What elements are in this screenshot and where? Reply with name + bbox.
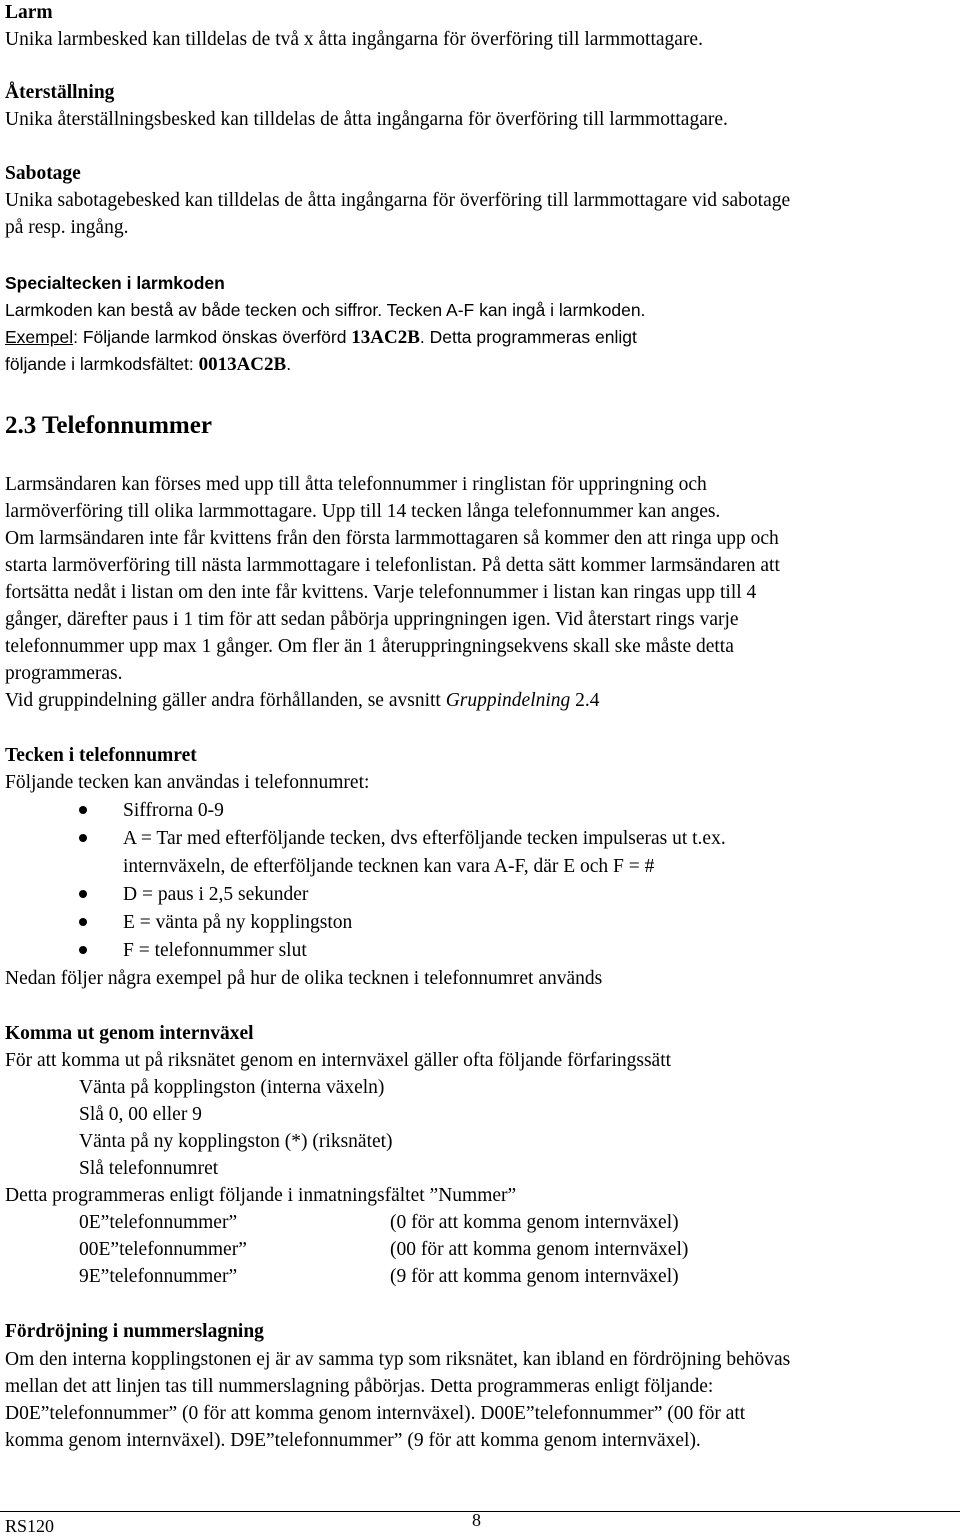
fordrojning-line-1: Om den interna kopplingstonen ej är av samma typ som riksnätet, kan ibland en fördröjning behövas <box>5 1349 791 1370</box>
komma-example-code-1: 0E”telefonnummer” <box>79 1212 238 1233</box>
last-pre: Vid gruppindelning gäller andra förhållanden, se avsnitt <box>5 690 446 711</box>
komma-example-note-1: (0 för att komma genom internväxel) <box>390 1212 679 1233</box>
section-heading-larm: Larm <box>5 2 53 23</box>
line3-code: 0013AC2B <box>198 354 287 375</box>
line3-tail: . <box>286 354 292 374</box>
komma-example-note-3: (9 för att komma genom internväxel) <box>390 1266 679 1287</box>
special-text-line1: Larmkoden kan bestå av både tecken och siffror. Tecken A-F kan ingå i larmkoden. <box>5 300 646 320</box>
special-text-line3 <box>5 353 291 376</box>
telefon-line-1: Larmsändaren kan förses med upp till åtta telefonnummer i ringlistan för uppringning och <box>5 474 707 495</box>
bullet-icon <box>79 946 87 954</box>
section-heading-sabotage: Sabotage <box>5 163 81 184</box>
section-heading-fordrojning: Fördröjning i nummerslagning <box>5 1321 264 1342</box>
telefon-last-line <box>5 690 600 712</box>
special-example-line <box>5 326 637 349</box>
bullet-icon <box>79 834 87 842</box>
larm-text: Unika larmbesked kan tilldelas de två x åtta ingångarna för överföring till larmmottagare. <box>5 29 703 50</box>
komma-step-1: Vänta på kopplingston (interna växeln) <box>79 1077 385 1098</box>
sabotage-text-line1: Unika sabotagebesked kan tilldelas de åtta ingångarna för överföring till larmmottagare vid sabotage <box>5 190 791 211</box>
page-number: 8 <box>472 1510 481 1530</box>
telefon-line-5: fortsätta nedåt i listan om den inte får kvittens. Varje telefonnummer i listan kan ringas upp till 4 <box>5 582 757 603</box>
sabotage-text-line2: på resp. ingång. <box>5 217 129 238</box>
gruppindelning-reference: Gruppindelning <box>445 690 571 711</box>
telefon-line-6: gånger, därefter paus i 1 tim för att sedan påbörja uppringningen igen. Vid återstart rings varje <box>5 609 739 630</box>
bullet-icon <box>79 890 87 898</box>
bullet-item-f: F = telefonnummer slut <box>123 940 307 961</box>
komma-program-line: Detta programmeras enligt följande i inmatningsfältet ”Nummer” <box>5 1185 517 1206</box>
komma-example-code-3: 9E”telefonnummer” <box>79 1266 238 1287</box>
line3-pre: följande i larmkodsfältet: <box>5 354 199 374</box>
telefon-line-7: telefonnummer upp max 1 gånger. Om fler än 1 återuppringningsekvens skall ske måste detta <box>5 636 734 657</box>
example-tail: . Detta programmeras enligt <box>419 327 637 347</box>
telefon-line-3: Om larmsändaren inte får kvittens från den första larmmottagaren så kommer den att ringa upp och <box>5 528 779 549</box>
example-rest: : Följande larmkod önskas överförd <box>73 327 352 347</box>
example-code: 13AC2B <box>351 327 420 348</box>
komma-step-3: Vänta på ny kopplingston (*) (riksnätet) <box>79 1131 393 1152</box>
bullet-item-d: D = paus i 2,5 sekunder <box>123 884 309 905</box>
section-heading-tecken: Tecken i telefonnumret <box>5 745 197 766</box>
fordrojning-line-3: D0E”telefonnummer” (0 för att komma genom internväxel). D00E”telefonnummer” (00 för att <box>5 1403 746 1424</box>
bullet-item-a: A = Tar med efterföljande tecken, dvs efterföljande tecken impulseras ut t.ex. <box>123 828 726 849</box>
bullet-item-a-continuation: internväxeln, de efterföljande tecknen kan vara A-F, där E och F = # <box>123 856 655 877</box>
fordrojning-line-2: mellan det att linjen tas till nummerslagning påbörjas. Detta programmeras enligt följande: <box>5 1376 714 1397</box>
komma-example-note-2: (00 för att komma genom internväxel) <box>390 1239 689 1260</box>
bullet-item-siffror: Siffrorna 0-9 <box>123 800 224 821</box>
tecken-intro: Följande tecken kan användas i telefonnumret: <box>5 772 370 793</box>
section-heading-komma-ut: Komma ut genom internväxel <box>5 1023 254 1044</box>
footer-product-name: RS120 <box>5 1516 55 1536</box>
komma-example-code-2: 00E”telefonnummer” <box>79 1239 247 1260</box>
komma-step-4: Slå telefonnumret <box>79 1158 219 1179</box>
bullet-icon <box>79 918 87 926</box>
tecken-outro: Nedan följer några exempel på hur de olika tecknen i telefonnumret används <box>5 968 603 989</box>
section-heading-telefonnummer: 2.3 Telefonnummer <box>5 412 212 439</box>
fordrojning-line-4: komma genom internväxel). D9E”telefonnummer” (9 för att komma genom internväxel). <box>5 1430 701 1451</box>
telefon-line-4: starta larmöverföring till nästa larmmottagare i telefonlistan. På detta sätt kommer larmsändaren att <box>5 555 780 576</box>
section-heading-aterstallning: Återställning <box>5 82 115 103</box>
bullet-icon <box>79 806 87 814</box>
example-label: Exempel <box>5 327 74 347</box>
telefon-line-2: larmöverföring till olika larmmottagare. Upp till 14 tecken långa telefonnummer kan anges. <box>5 501 721 522</box>
telefon-line-8: programmeras. <box>5 663 123 684</box>
section-heading-specialtecken: Specialtecken i larmkoden <box>5 273 225 293</box>
komma-intro: För att komma ut på riksnätet genom en internväxel gäller ofta följande förfaringssätt <box>5 1050 672 1071</box>
aterstallning-text: Unika återställningsbesked kan tilldelas de åtta ingångarna för överföring till larmmottagare. <box>5 109 728 130</box>
komma-step-2: Slå 0, 00 eller 9 <box>79 1104 202 1125</box>
bullet-item-e: E = vänta på ny kopplingston <box>123 912 353 933</box>
last-tail: 2.4 <box>570 690 600 711</box>
